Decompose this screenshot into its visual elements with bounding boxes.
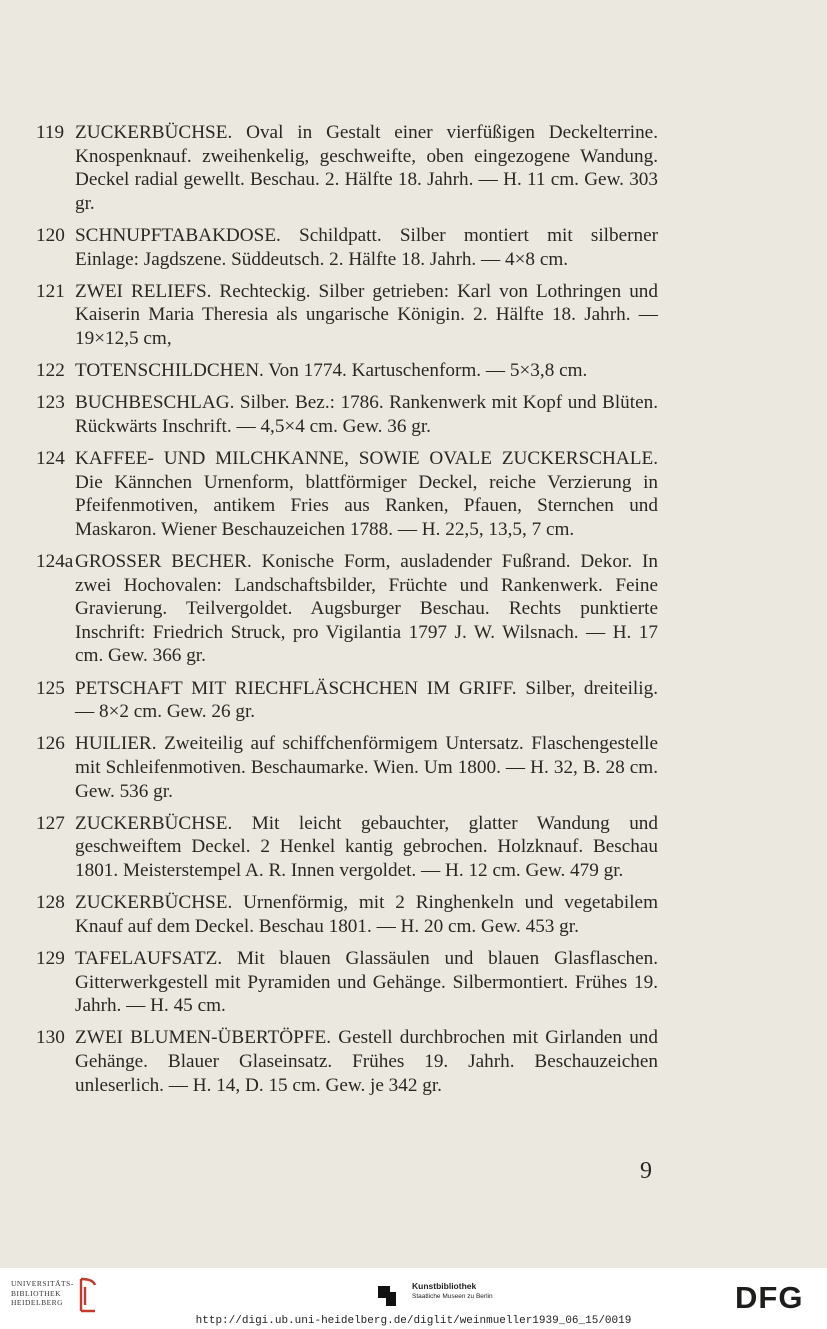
entry-number: 127 [36, 812, 65, 834]
catalog-entry [36, 732, 658, 803]
catalog-entry [36, 280, 658, 351]
entry-text: HUILIER. Zweiteilig auf schiffchenförmigem Untersatz. Flaschengestelle mit Schleifenmotiven. Beschaumarke. Wien. Um 1800. — H. 32, B. 28 cm. Gew. 536 gr. [75, 733, 658, 802]
catalog-entry [36, 359, 658, 383]
catalog-entry [36, 812, 658, 883]
entry-text: ZUCKERBÜCHSE. Mit leicht gebauchter, glatter Wandung und geschweiftem Deckel. 2 Henkel kantig gebrochen. Holzknauf. Beschau 1801. Meisterstempel A. R. Innen vergoldet. — H. 12 cm. Gew. 479 gr. [75, 812, 658, 881]
entry-number: 119 [36, 122, 65, 143]
uni-emblem-icon [75, 1277, 99, 1313]
entry-text: TAFELAUFSATZ. Mit blauen Glassäulen und blauen Glasflaschen. Gitterwerkgestell mit Pyramiden und Gehänge. Silbermontiert. Frühes 19. Jahrh. — H. 45 cm. [75, 947, 658, 1017]
catalog-entry [36, 677, 658, 724]
uni-logo-line: UNIVERSITÄTS- [11, 1279, 74, 1288]
catalog-entries [36, 121, 658, 1106]
catalog-entry [36, 1026, 658, 1097]
university-library-logo[interactable] [11, 1279, 73, 1308]
entry-number: 125 [36, 677, 65, 699]
entry-text: BUCHBESCHLAG. Silber. Bez.: 1786. Rankenwerk mit Kopf und Blüten. Rückwärts Inschrift. — 4,5×4 cm. Gew. 36 gr. [75, 392, 658, 437]
entry-number: 128 [36, 892, 65, 914]
entry-number: 129 [36, 947, 65, 969]
entry-number: 121 [36, 280, 65, 302]
entry-text: TOTENSCHILDCHEN. Von 1774. Kartuschenform. — 5×3,8 cm. [75, 360, 588, 382]
entry-text: KAFFEE- UND MILCHKANNE, SOWIE OVALE ZUCKERSCHALE. Die Kännchen Urnenform, blattförmiger Deckel, reiche Verzierung in Pfeifenmotiven, antikem Fries aus Ranken, Pfauen, Sternchen und Maskaron. Wiener Beschauzeichen 1788. — H. 22,5, 13,5, 7 cm. [75, 448, 658, 540]
entry-text: PETSCHAFT MIT RIECHFLÄSCHCHEN IM GRIFF. Silber, dreiteilig. — 8×2 cm. Gew. 26 gr. [75, 677, 658, 723]
entry-text: GROSSER BECHER. Konische Form, ausladender Fußrand. Dekor. In zwei Hochovalen: Landschaftsbilder, Früchte und Rankenwerk. Feine Gravierung. Teilvergoldet. Augsburger Beschau. Rechts punktierte Inschrift: Friedrich Struck, pro Vigilantia 1797 J. W. Wilsnach. — H. 17 cm. Gew. 366 gr. [75, 551, 658, 667]
catalog-entry [36, 391, 658, 438]
entry-text: ZUCKERBÜCHSE. Oval in Gestalt einer vierfüßigen Deckelterrine. Knospenknauf. zweihenkelig, geschweifte, oben eingezogene Wandung. Deckel radial gewellt. Beschau. 2. Hälfte 18. Jahrh. — H. 11 cm. Gew. 303 gr. [75, 122, 658, 214]
entry-number: 120 [36, 224, 65, 246]
entry-number: 124a [36, 551, 74, 573]
catalog-entry [36, 550, 658, 668]
entry-text: ZWEI RELIEFS. Rechteckig. Silber getrieben: Karl von Lothringen und Kaiserin Maria Theresia als ungarische Königin. 2. Hälfte 18. Jahrh. — 19×12,5 cm, [75, 280, 658, 349]
catalog-entry [36, 447, 658, 541]
catalog-entry [36, 947, 658, 1018]
kb-subtitle: Staatliche Museen zu Berlin [412, 1293, 493, 1300]
catalog-entry [36, 891, 658, 938]
entry-text: ZUCKERBÜCHSE. Urnenförmig, mit 2 Ringhenkeln und vegetabilem Knauf auf dem Deckel. Beschau 1801. — H. 20 cm. Gew. 453 gr. [75, 892, 658, 937]
uni-logo-line: BIBLIOTHEK [11, 1288, 61, 1298]
kb-title: Kunstbibliothek [412, 1281, 477, 1291]
entry-number: 122 [36, 360, 65, 382]
kunstbibliothek-label [412, 1281, 493, 1302]
entry-number: 126 [36, 733, 65, 755]
kunstbibliothek-logo-icon[interactable] [378, 1282, 404, 1306]
dfg-logo[interactable]: DFG [735, 1280, 804, 1315]
entry-text: ZWEI BLUMEN-ÜBERTÖPFE. Gestell durchbrochen mit Girlanden und Gehänge. Blauer Glaseinsatz. Frühes 19. Jahrh. Beschauzeichen unleserlich. — H. 14, D. 15 cm. Gew. je 342 gr. [75, 1027, 658, 1096]
entry-number: 130 [36, 1027, 65, 1049]
page-number: 9 [640, 1158, 652, 1184]
uni-logo-line: HEIDELBERG [11, 1298, 64, 1307]
permalink-url[interactable]: http://digi.ub.uni-heidelberg.de/diglit/weinmueller1939_06_15/0019 [195, 1315, 632, 1327]
entry-number: 123 [36, 392, 65, 414]
entry-number: 124 [36, 448, 65, 470]
entry-text: SCHNUPFTABAKDOSE. Schildpatt. Silber montiert mit silberner Einlage: Jagdszene. Süddeutsch. 2. Hälfte 18. Jahrh. — 4×8 cm. [75, 224, 658, 270]
catalog-entry [36, 224, 658, 271]
catalog-entry [36, 121, 658, 215]
